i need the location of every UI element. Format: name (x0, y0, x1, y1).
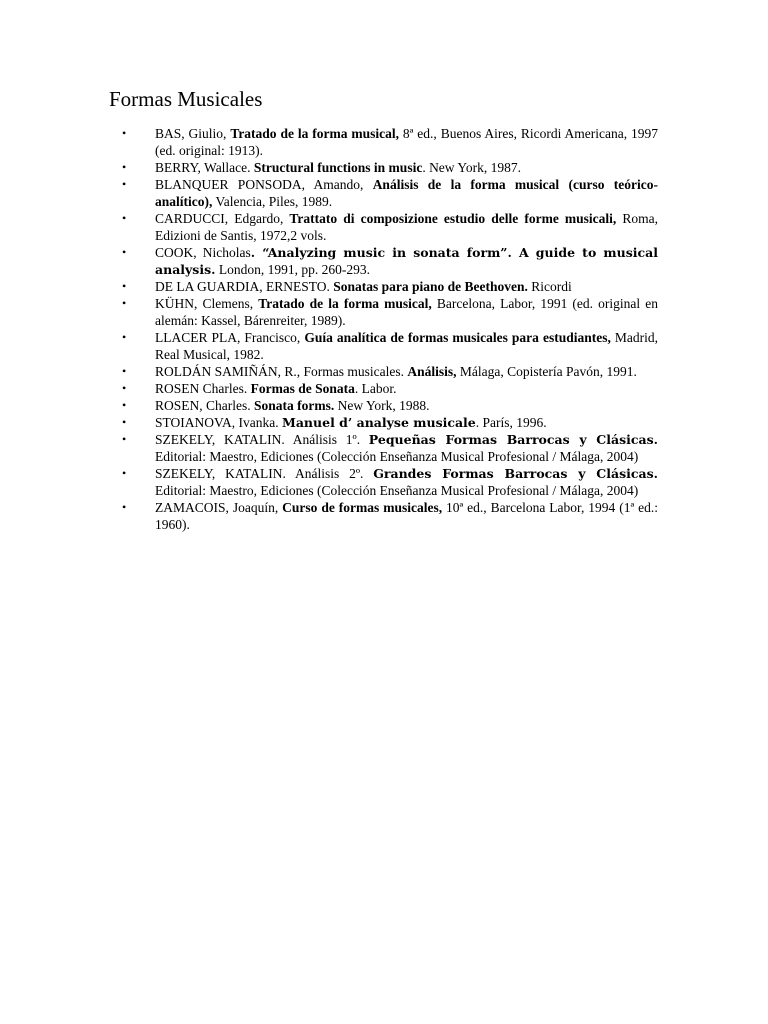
bibliography-entry (122, 210, 658, 244)
bullet-icon: • (122, 381, 127, 395)
bullet-icon: • (122, 296, 127, 310)
bibliography-entry (122, 244, 658, 278)
bullet-icon: • (122, 279, 127, 293)
bullet-icon: • (122, 415, 127, 429)
bibliography-entry (122, 431, 658, 465)
entry-text: Madrid, Real Musical, 1982. (155, 330, 658, 362)
bullet-icon: • (122, 126, 127, 140)
entry-title: Curso de formas musicales, (282, 500, 443, 515)
entry-text: . París, 1996. (475, 415, 547, 430)
entry-text: London, 1991, pp. 260-293. (215, 262, 370, 277)
entry-text: 8ª ed., Buenos Aires, Ricordi Americana, 1997 (ed. original: 1913). (155, 126, 658, 158)
bibliography-entry (122, 397, 658, 414)
entry-title: Análisis, (407, 364, 457, 379)
bullet-icon: • (122, 500, 127, 514)
entry-text: ROSEN, Charles. (155, 398, 254, 413)
bullet-icon: • (122, 432, 127, 446)
entry-text: STOIANOVA, Ivanka. (155, 415, 282, 430)
bullet-icon: • (122, 160, 127, 174)
entry-text: . Labor. (354, 381, 397, 396)
entry-text: COOK, Nicholas (155, 245, 251, 260)
entry-title: Structural functions in music (253, 160, 423, 175)
bibliography-entry (122, 363, 658, 380)
entry-text: SZEKELY, KATALIN. Análisis 1º. (155, 432, 369, 447)
entry-title: Trattato di composizione estudio delle forme musicali, (289, 211, 617, 226)
bullet-icon: • (122, 245, 127, 259)
entry-title: Grandes Formas Barrocas y Clásicas. (373, 466, 658, 481)
entry-text: . New York, 1987. (422, 160, 521, 175)
entry-title: Tratado de la forma musical, (258, 296, 432, 311)
entry-text: ROLDÁN SAMIÑÁN, R., Formas musicales. (155, 364, 408, 379)
bibliography-entry (122, 465, 658, 499)
bibliography-entry (122, 499, 658, 533)
bullet-icon: • (122, 177, 127, 191)
entry-text: SZEKELY, KATALIN. Análisis 2º. (155, 466, 374, 481)
entry-title: Sonata forms. (254, 398, 335, 413)
bibliography-entry (122, 278, 658, 295)
entry-text: Barcelona, Labor, 1991 (ed. original en alemán: Kassel, Bárenreiter, 1989). (155, 296, 659, 328)
entry-title: Sonatas para piano de Beethoven. (333, 279, 528, 294)
entry-text: KÜHN, Clemens, (155, 296, 259, 311)
entry-title: Pequeñas Formas Barrocas y Clásicas. (368, 432, 658, 447)
bibliography-entry (122, 380, 658, 397)
entry-text: CARDUCCI, Edgardo, (155, 211, 290, 226)
entry-text: 10ª ed., Barcelona Labor, 1994 (1ª ed.: 1960). (155, 500, 658, 532)
entry-text: BERRY, Wallace. (155, 160, 254, 175)
entry-text: Roma, Edizioni de Santis, 1972,2 vols. (155, 211, 658, 243)
entry-title: Análisis de la forma musical (curso teórico-analítico), (155, 177, 658, 209)
entry-text: New York, 1988. (334, 398, 430, 413)
bibliography-entry (122, 414, 658, 431)
entry-title: Guía analítica de formas musicales para estudiantes, (304, 330, 611, 345)
bibliography-entry (122, 329, 658, 363)
bibliography-entry (122, 295, 659, 329)
bullet-icon: • (122, 364, 127, 378)
entry-text: Editorial: Maestro, Ediciones (Colección Enseñanza Musical Profesional / Málaga, 2004) (155, 483, 639, 498)
bullet-icon: • (122, 466, 127, 480)
entry-text: BAS, Giulio, (155, 126, 231, 141)
entry-title: Formas de Sonata (250, 381, 355, 396)
entry-text: ROSEN Charles. (155, 381, 251, 396)
page-title: Formas Musicales (109, 87, 263, 111)
entry-text: ZAMACOIS, Joaquín, (155, 500, 283, 515)
entry-text: LLACER PLA, Francisco, (155, 330, 305, 345)
bibliography-list (122, 125, 659, 533)
bullet-icon: • (122, 398, 127, 412)
entry-title: Manuel d’ analyse musicale (282, 415, 476, 430)
entry-text: DE LA GUARDIA, ERNESTO. (155, 279, 334, 294)
bullet-icon: • (122, 330, 127, 344)
bibliography-entry (122, 125, 658, 159)
entry-title: Tratado de la forma musical, (230, 126, 400, 141)
entry-text: Valencia, Piles, 1989. (212, 194, 333, 209)
bibliography-entry (122, 159, 658, 176)
entry-text: Málaga, Copistería Pavón, 1991. (456, 364, 637, 379)
bullet-icon: • (122, 211, 127, 225)
bibliography-entry (122, 176, 658, 210)
entry-text: Ricordi (527, 279, 572, 294)
entry-text: Editorial: Maestro, Ediciones (Colección Enseñanza Musical Profesional / Málaga, 2004) (155, 449, 639, 464)
entry-text: BLANQUER PONSODA, Amando, (155, 177, 373, 192)
entry-title: . “Analyzing music in sonata form”. A guide to musical analysis. (155, 245, 658, 277)
